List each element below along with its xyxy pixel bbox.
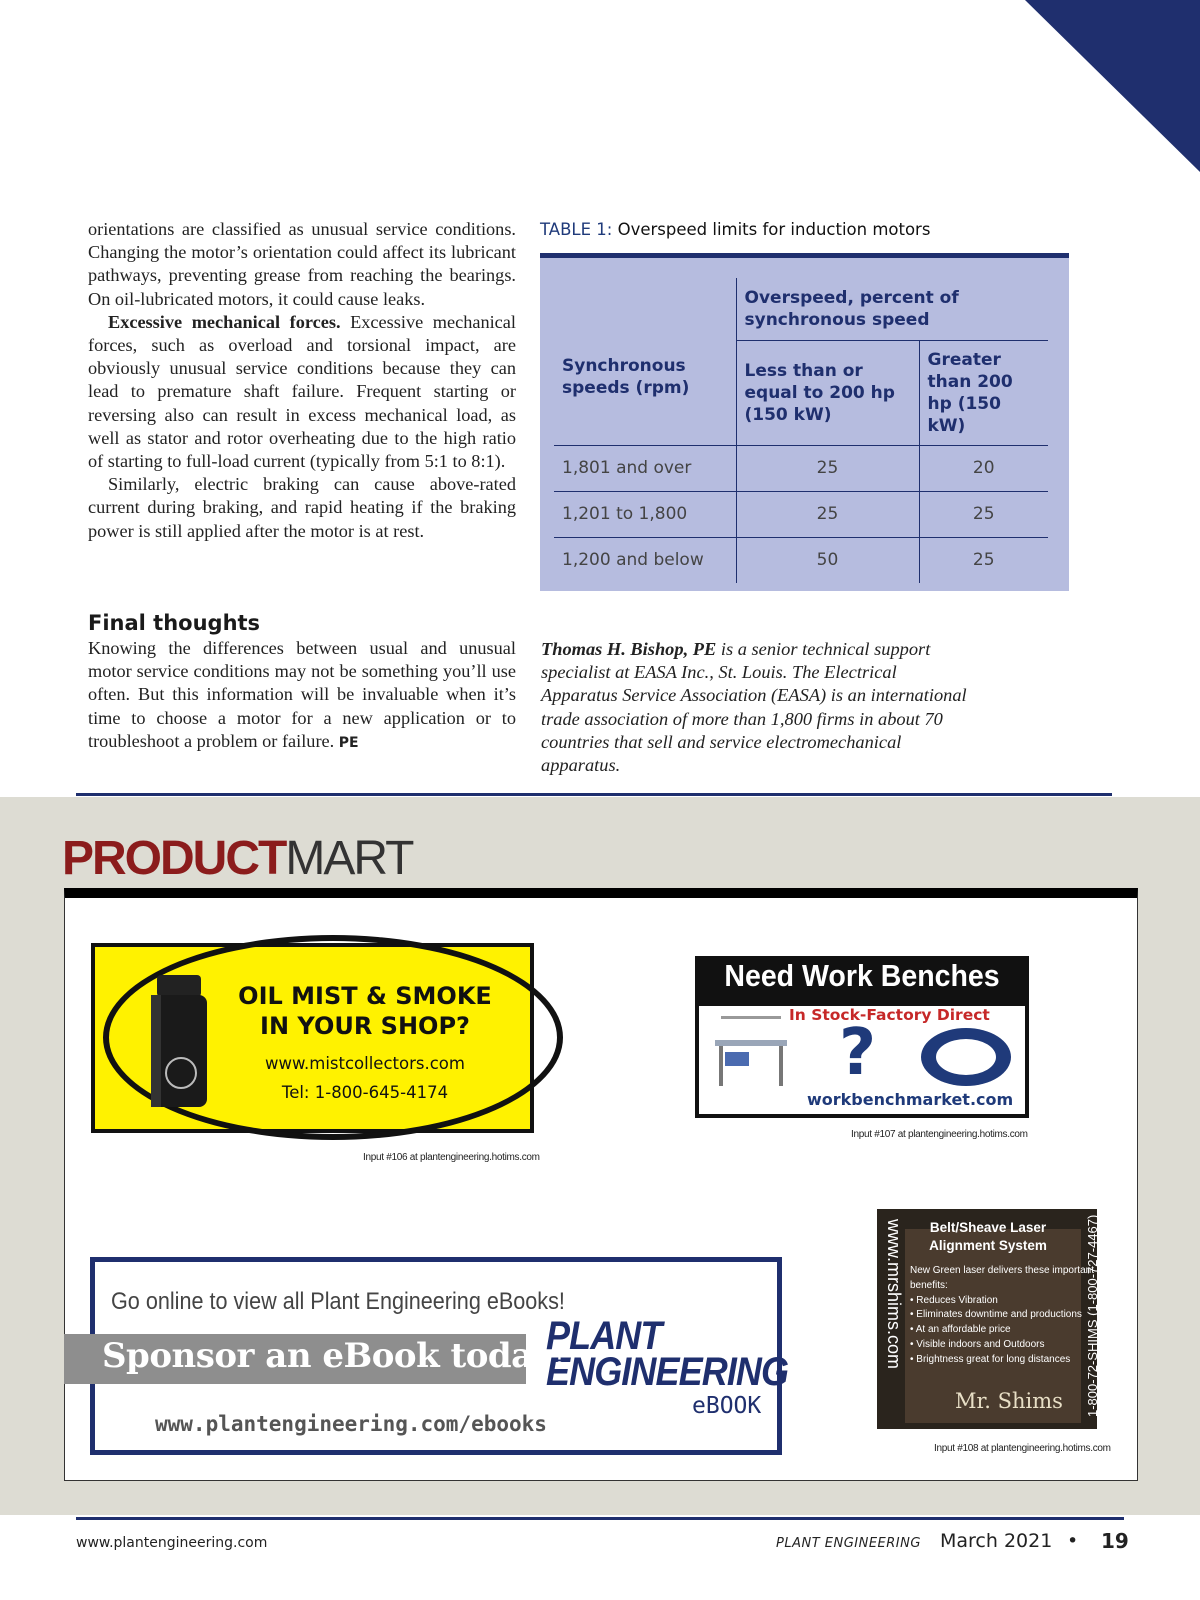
- cell-speed: 1,201 to 1,800: [554, 491, 736, 537]
- table-title: [540, 220, 930, 239]
- author-description: is a senior technical support specialist at EASA Inc., St. Louis. The Electrical Apparatus Service Association (EASA) is an international trade association of more than 1,800 firms in about 70 countries that sell and service electromechanical apparatus.: [541, 639, 967, 776]
- bench-ad-input-note: Input #107 at plantengineering.hotims.com: [851, 1129, 1028, 1140]
- header-gt-200hp: Greater than 200 hp (150 kW): [919, 340, 1048, 445]
- shims-side-url[interactable]: www.mrshims.com: [884, 1219, 904, 1370]
- bench-ad-url[interactable]: workbenchmarket.com: [807, 1090, 1014, 1109]
- cell-value: 20: [919, 445, 1048, 491]
- oil-ad-headline: OIL MIST & SMOKE IN YOUR SHOP?: [238, 982, 492, 1040]
- final-thoughts-text: [88, 637, 516, 755]
- list-item: • Eliminates downtime and productions: [910, 1309, 1082, 1321]
- data-table: [554, 278, 1048, 583]
- ebook-ad-line1: Go online to view all Plant Engineering eBooks!: [111, 1288, 565, 1315]
- header-overspeed: Overspeed, percent of synchronous speed: [736, 278, 1048, 340]
- footer-publication: PLANT ENGINEERING: [776, 1536, 921, 1551]
- list-item: • Reduces Vibration: [910, 1294, 998, 1306]
- mr-shims-ad[interactable]: [877, 1209, 1100, 1429]
- footer-url[interactable]: www.plantengineering.com: [76, 1535, 268, 1551]
- oil-ad-input-note: Input #106 at plantengineering.hotims.com: [363, 1152, 540, 1163]
- oil-mist-ad[interactable]: [91, 943, 534, 1133]
- shims-brand: Mr. Shims: [955, 1389, 1063, 1413]
- list-item: • At an affordable price: [910, 1324, 1011, 1336]
- page-number: 19: [1101, 1529, 1129, 1553]
- corner-decoration: [1025, 0, 1200, 172]
- cell-value: 50: [736, 537, 919, 583]
- article-paragraph-2: [88, 311, 516, 473]
- sponsor-cta[interactable]: Sponsor an eBook today!: [102, 1336, 567, 1376]
- shims-ad-input-note: Input #108 at plantengineering.hotims.com: [934, 1443, 1111, 1454]
- footer-date: March 2021: [940, 1530, 1053, 1552]
- ebook-label: eBOOK: [692, 1393, 762, 1419]
- oil-ad-url[interactable]: www.mistcollectors.com: [265, 1054, 465, 1073]
- article-paragraph-1: orientations are classified as unusual service conditions. Changing the motor’s orientation could affect its lubricant pathways, preventing grease from reaching the bearings. On oil-lubricated motors, it could cause leaks.: [88, 219, 516, 309]
- paragraph-text: Excessive mechanical forces, such as overload and torsional impact, are obviously unusual service conditions because they can lead to premature shaft failure. Frequent starting or reversing also can result in excess mechanical load, as well as stator and rotor overheating due to the high ratio of starting to full-load current (typically from 5:1 to 8:1).: [88, 311, 516, 472]
- filtermist-unit-icon: [147, 975, 211, 1113]
- shims-side-phone: 1-800-72-SHIMS (1-800-727-4467): [1085, 1214, 1100, 1417]
- footer-divider: [76, 1517, 1124, 1520]
- question-mark-icon: ?: [839, 1016, 877, 1090]
- paragraph-lead: Excessive mechanical forces.: [108, 311, 341, 332]
- workbench-icon: [711, 1012, 791, 1088]
- list-item: • Visible indoors and Outdoors: [910, 1338, 1045, 1350]
- ebook-ad-url[interactable]: www.plantengineering.com/ebooks: [155, 1412, 547, 1436]
- final-text: Knowing the differences between usual and unusual motor service conditions may not be something you’ll use often. But this information will be invaluable when it’s time to choose a motor for a new application or to troubleshoot a problem or failure.: [88, 638, 516, 751]
- article-body: [88, 218, 516, 543]
- title-light: MART: [285, 832, 413, 885]
- oil-ad-phone: Tel: 1-800-645-4174: [281, 1083, 449, 1102]
- author-name: Thomas H. Bishop, PE: [541, 639, 717, 659]
- footer-separator: •: [1067, 1530, 1079, 1552]
- title-bold: PRODUCT: [62, 832, 286, 885]
- cell-value: 25: [919, 537, 1048, 583]
- section-heading: Final thoughts: [88, 611, 261, 635]
- divider: [76, 793, 1112, 796]
- author-bio: [541, 638, 970, 777]
- table-row: [554, 445, 1048, 491]
- shims-benefit-list: [910, 1264, 1097, 1368]
- cell-value: 25: [736, 445, 919, 491]
- end-mark-icon: PE: [338, 734, 359, 751]
- bench-ad-headline: Need Work Benches: [724, 958, 1000, 993]
- cell-value: 25: [919, 491, 1048, 537]
- header-le-200hp: Less than or equal to 200 hp (150 kW): [736, 340, 919, 445]
- table-row: [554, 491, 1048, 537]
- bench-ad-body: [699, 1006, 1025, 1114]
- article-paragraph-3: Similarly, electric braking can cause above-rated current during braking, and rapid heating if the braking power is still applied after the motor is at rest.: [88, 474, 516, 541]
- productmart-title: [62, 834, 412, 884]
- cell-speed: 1,200 and below: [562, 550, 704, 571]
- bench-ad-subhead: In Stock-Factory Direct: [789, 1006, 990, 1024]
- table-label: TABLE 1:: [540, 220, 613, 239]
- workbench-ad[interactable]: [695, 956, 1029, 1118]
- table-caption: Overspeed limits for induction motors: [617, 220, 931, 239]
- shims-ad-title: Belt/Sheave Laser Alignment System: [929, 1220, 1047, 1253]
- table-row: [554, 537, 1048, 583]
- header-sync-speed: Synchronous speeds (rpm): [554, 278, 736, 445]
- cell-value: 25: [736, 491, 919, 537]
- workbench-market-badge-icon: [919, 1026, 1013, 1088]
- list-item: • Brightness great for long distances: [910, 1353, 1071, 1365]
- overspeed-table: [540, 253, 1069, 591]
- plant-engineering-logo: PLANT ENGINEERING: [546, 1314, 789, 1394]
- cell-speed: 1,801 and over: [554, 445, 736, 491]
- list-item: New Green laser delivers these important benefits:: [910, 1265, 1094, 1291]
